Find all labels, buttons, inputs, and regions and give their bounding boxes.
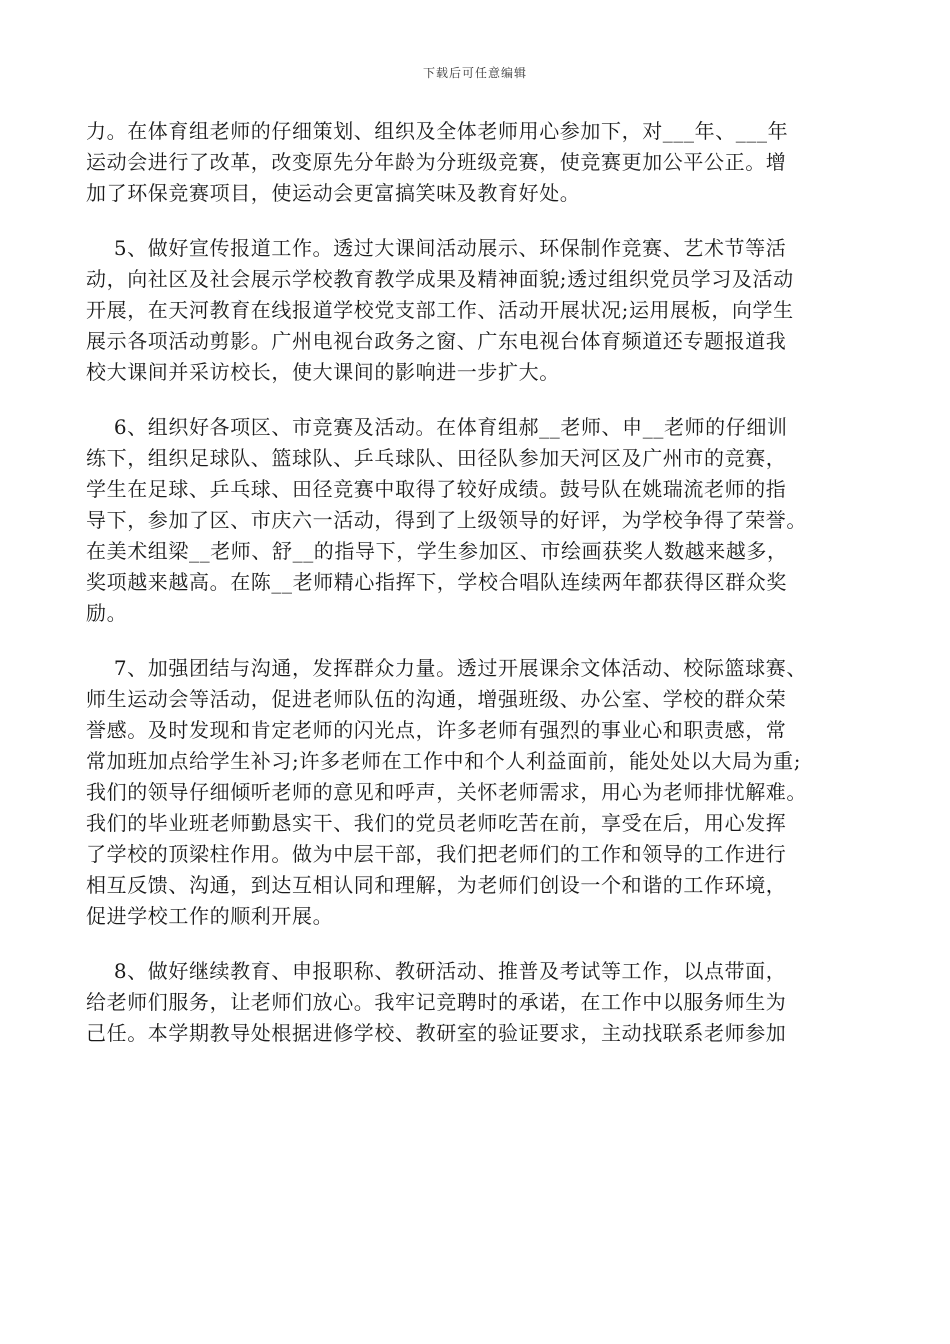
text-line: 励。 [86, 601, 128, 625]
text-line: 展示各项活动剪影。广州电视台政务之窗、广东电视台体育频道还专题报道我 [86, 329, 787, 353]
text-line: 学生在足球、乒乓球、田径竞赛中取得了较好成绩。鼓号队在姚瑞流老师的指 [86, 477, 787, 501]
paragraph-item-8 [86, 956, 866, 1049]
text-line: 7、加强团结与沟通，发挥群众力量。透过开展课余文体活动、校际篮球赛、 [86, 656, 807, 680]
paragraph-item-5 [86, 233, 866, 388]
text-line: 练下，组织足球队、篮球队、乒乓球队、田径队参加天河区及广州市的竞赛， [86, 446, 787, 470]
text-line: 力。在体育组老师的仔细策划、组织及全体老师用心参加下，对___年、___年 [86, 119, 789, 143]
text-line: 在美术组梁__老师、舒__的指导下，学生参加区、市绘画获奖人数越来越多， [86, 539, 788, 563]
text-line: 我们的毕业班老师勤恳实干、我们的党员老师吃苦在前，享受在后，用心发挥 [86, 811, 787, 835]
text-line: 己任。本学期教导处根据进修学校、教研室的验证要求，主动找联系老师参加 [86, 1021, 787, 1045]
text-line: 校大课间并采访校长，使大课间的影响进一步扩大。 [86, 360, 560, 384]
text-line: 给老师们服务，让老师们放心。我牢记竞聘时的承诺，在工作中以服务师生为 [86, 990, 787, 1014]
paragraph-continuation [86, 116, 866, 209]
paragraph-item-7 [86, 653, 866, 932]
text-line: 5、做好宣传报道工作。透过大课间活动展示、环保制作竞赛、艺术节等活 [86, 236, 787, 260]
text-line: 8、做好继续教育、申报职称、教研活动、推普及考试等工作，以点带面， [86, 959, 787, 983]
text-line: 誉感。及时发现和肯定老师的闪光点，许多老师有强烈的事业心和职责感，常 [86, 718, 787, 742]
text-line: 导下，参加了区、市庆六一活动，得到了上级领导的好评，为学校争得了荣誉。 [86, 508, 807, 532]
document-body [86, 116, 866, 1073]
text-line: 师生运动会等活动，促进老师队伍的沟通，增强班级、办公室、学校的群众荣 [86, 687, 787, 711]
paragraph-item-6 [86, 412, 866, 629]
text-line: 动，向社区及社会展示学校教育教学成果及精神面貌;透过组织党员学习及活动 [86, 267, 794, 291]
page-header: 下载后可任意编辑 [422, 66, 527, 80]
text-line: 奖项越来越高。在陈__老师精心指挥下，学校合唱队连续两年都获得区群众奖 [86, 570, 787, 594]
text-line: 相互反馈、沟通，到达互相认同和理解，为老师们创设一个和谐的工作环境， [86, 873, 787, 897]
text-line: 促进学校工作的顺利开展。 [86, 904, 334, 928]
text-line: 加了环保竞赛项目，使运动会更富搞笑味及教育好处。 [86, 181, 581, 205]
text-line: 6、组织好各项区、市竞赛及活动。在体育组郝__老师、申__老师的仔细训 [86, 415, 788, 439]
text-line: 我们的领导仔细倾听老师的意见和呼声，关怀老师需求，用心为老师排忧解难。 [86, 780, 807, 804]
text-line: 运动会进行了改革，改变原先分年龄为分班级竞赛，使竞赛更加公平公正。增 [86, 150, 787, 174]
text-line: 了学校的顶梁柱作用。做为中层干部，我们把老师们的工作和领导的工作进行 [86, 842, 787, 866]
text-line: 开展，在天河教育在线报道学校党支部工作、活动开展状况;运用展板，向学生 [86, 298, 794, 322]
text-line: 常加班加点给学生补习;许多老师在工作中和个人利益面前，能处处以大局为重; [86, 749, 802, 773]
